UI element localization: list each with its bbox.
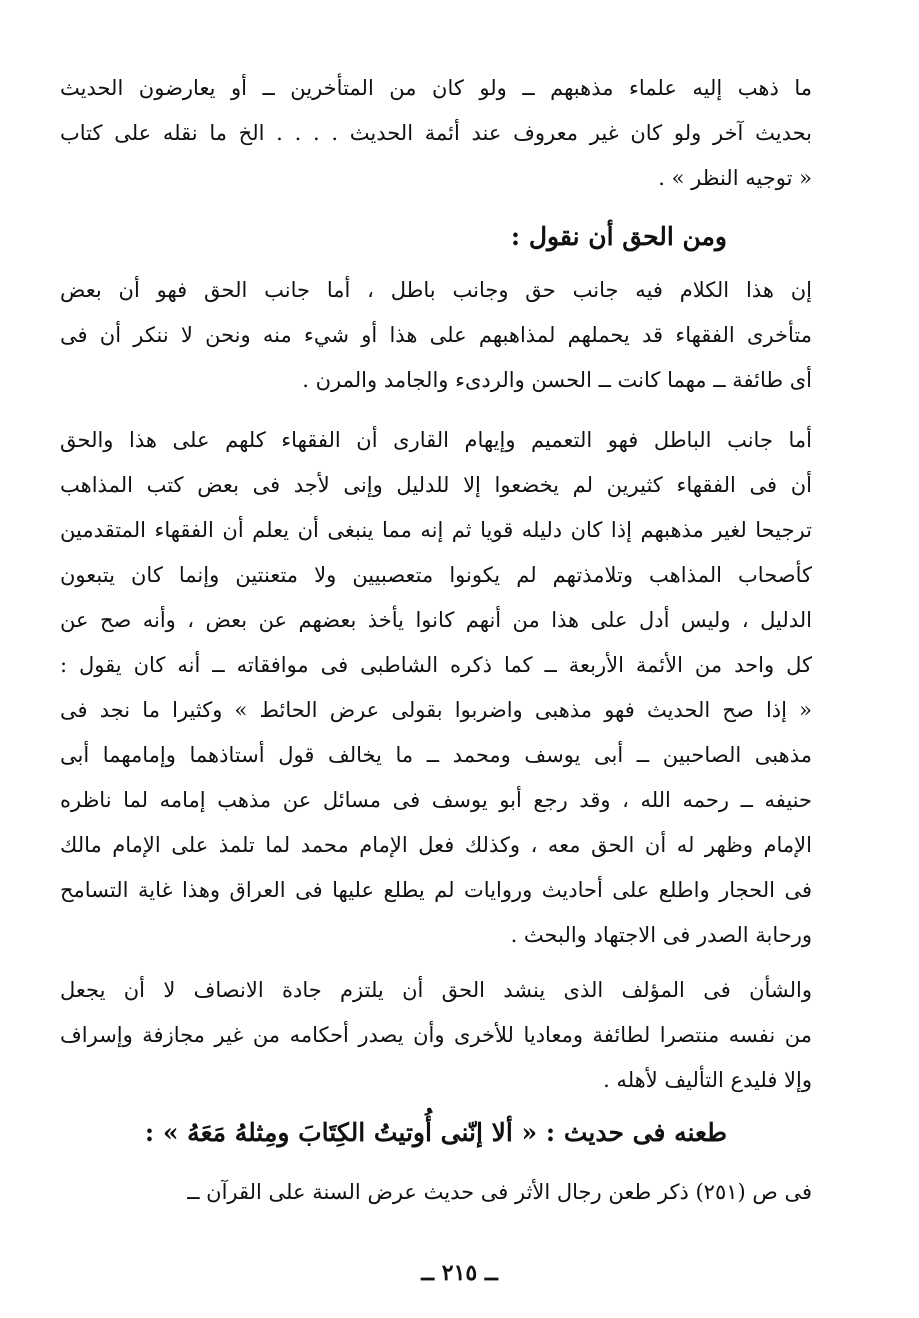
paragraph-3-line-6: كل واحد من الأئمة الأربعة ــ كما ذكره الشاطبى فى موافقاته ــ أنه كان يقول : bbox=[60, 653, 812, 677]
paragraph-4-line-3: وإلا فليدع التأليف لأهله . bbox=[603, 1068, 812, 1092]
paragraph-5 bbox=[60, 1170, 812, 1215]
paragraph-1 bbox=[60, 66, 812, 201]
paragraph-2-line-1: إن هذا الكلام فيه جانب حق وجانب باطل ، أما جانب الحق فهو أن بعض bbox=[60, 278, 812, 302]
paragraph-2-line-3: أى طائفة ــ مهما كانت ــ الحسن والردىء والجامد والمرن . bbox=[302, 368, 812, 392]
paragraph-1-line-1: ما ذهب إليه علماء مذهبهم ــ ولو كان من المتأخرين ــ أو يعارضون الحديث bbox=[60, 76, 812, 100]
paragraph-3-line-3: ترجيحا لغير مذهبهم إذا كان دليله قويا ثم إنه مما ينبغى أن يعلم أن الفقهاء المتقدمين bbox=[60, 518, 812, 542]
paragraph-3-line-2: أن فى الفقهاء كثيرين لم يخضعوا إلا للدليل وإنى لأجد فى بعض كتب المذاهب bbox=[60, 473, 812, 497]
paragraph-5-line-1: فى ص (٢٥١) ذكر طعن رجال الأثر فى حديث عرض السنة على القرآن ــ bbox=[187, 1180, 812, 1204]
paragraph-1-line-2: بحديث آخر ولو كان غير معروف عند أئمة الحديث . . . . الخ ما نقله على كتاب bbox=[60, 121, 812, 145]
paragraph-2-line-2: متأخرى الفقهاء قد يحملهم لمذاهبهم على هذا أو شيء منه ونحن لا ننكر أن فى bbox=[60, 323, 812, 347]
paragraph-3-line-1: أما جانب الباطل فهو التعميم وإيهام القارى أن الفقهاء كلهم على هذا والحق bbox=[60, 428, 812, 452]
section-heading-1: ومن الحق أن نقول : bbox=[510, 222, 727, 251]
paragraph-4 bbox=[60, 968, 812, 1103]
paragraph-4-line-2: من نفسه منتصرا لطائفة ومعاديا للأخرى وأن يصدر أحكامه من غير مجازفة وإسراف bbox=[60, 1023, 812, 1047]
paragraph-2 bbox=[60, 268, 812, 403]
paragraph-3-line-10: الإمام وظهر له أن الحق معه ، وكذلك فعل الإمام محمد لما تلمذ على الإمام مالك bbox=[60, 833, 812, 857]
paragraph-3-line-11: فى الحجار واطلع على أحاديث وروايات لم يطلع عليها فى العراق وهذا غاية التسامح bbox=[60, 878, 812, 902]
paragraph-1-line-3: « توجيه النظر » . bbox=[658, 166, 812, 190]
page-number: ــ ٢١٥ ــ bbox=[421, 1260, 498, 1286]
section-heading-2: طعنه فى حديث : « ألا إنّنى أُوتيتُ الكِتَابَ ومِثلهُ مَعَهُ » : bbox=[144, 1118, 727, 1147]
paragraph-3-line-5: الدليل ، وليس أدل على هذا من أنهم كانوا يأخذ بعضهم عن بعض ، وأنه صح عن bbox=[60, 608, 812, 632]
paragraph-3-line-4: كأصحاب المذاهب وتلامذتهم لم يكونوا متعصبيين ولا متعنتين وإنما كان يتبعون bbox=[60, 563, 812, 587]
paragraph-3-line-7: « إذا صح الحديث فهو مذهبى واضربوا بقولى عرض الحائط » وكثيرا ما نجد فى bbox=[60, 698, 812, 722]
paragraph-3-line-12: ورحابة الصدر فى الاجتهاد والبحث . bbox=[510, 923, 812, 947]
paragraph-3-line-9: حنيفه ــ رحمه الله ، وقد رجع أبو يوسف فى مسائل عن مذهب إمامه لما ناظره bbox=[60, 788, 812, 812]
paragraph-3-line-8: مذهبى الصاحبين ــ أبى يوسف ومحمد ــ ما يخالف قول أستاذهما وإمامهما أبى bbox=[60, 743, 812, 767]
paragraph-4-line-1: والشأن فى المؤلف الذى ينشد الحق أن يلتزم جادة الانصاف لا أن يجعل bbox=[60, 978, 812, 1002]
paragraph-3 bbox=[60, 418, 812, 958]
